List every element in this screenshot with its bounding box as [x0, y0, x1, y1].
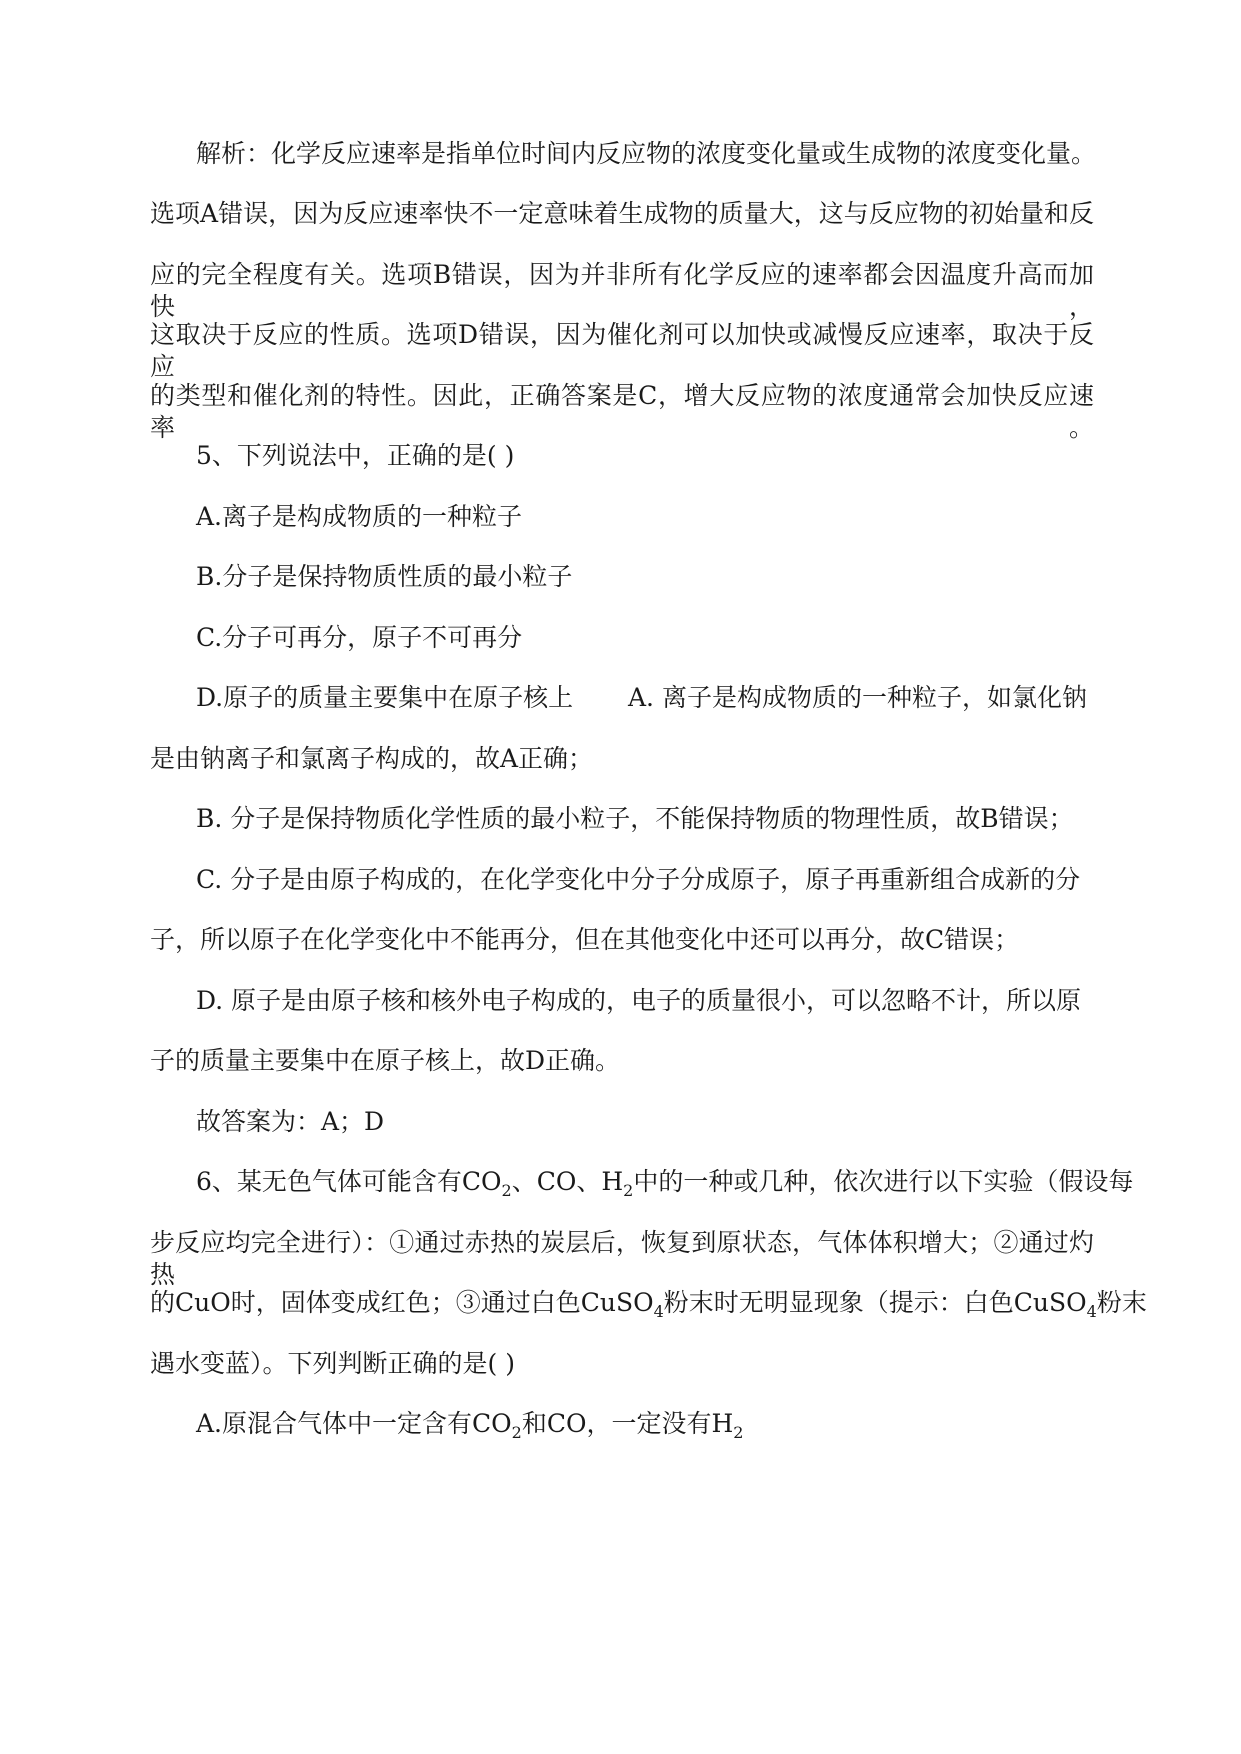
q5-explanation-c-1: C. 分子是由原子构成的，在化学变化中分子分成原子，原子再重新组合成新的分 [196, 865, 1081, 894]
q5-answer: 故答案为：A；D [196, 1107, 385, 1136]
q6-l1-b: 、CO、H [511, 1167, 624, 1196]
q6-l3-sub-1: 4 [653, 1302, 664, 1321]
q6-opt-a-sub-1: 2 [511, 1423, 522, 1442]
q6-stem-line-3 [150, 1287, 1147, 1319]
q6-stem-line-2: 步反应均完全进行）：①通过赤热的炭层后，恢复到原状态，气体体积增大；②通过灼热 [150, 1228, 1094, 1289]
q5-explanation-d-2: 子的质量主要集中在原子核上，故D正确。 [150, 1046, 621, 1075]
analysis-line-4: 这取决于反应的性质。选项D错误，因为催化剂可以加快或减慢反应速率，取决于反应 [150, 320, 1094, 381]
q6-opt-a-sub-2: 2 [733, 1423, 744, 1442]
q6-l1-c: 中的一种或几种，依次进行以下实验（假设每 [633, 1167, 1134, 1196]
q6-l3-c: 粉末 [1096, 1288, 1147, 1317]
q6-l1-sub-1: 2 [501, 1181, 512, 1200]
q5-option-c: C.分子可再分，原子不可再分 [196, 623, 523, 652]
q6-opt-a-a: A.原混合气体中一定含有CO [196, 1409, 512, 1438]
q5-explanation-a: A. 离子是构成物质的一种粒子，如氯化钠 [628, 683, 1087, 712]
q6-l3-b: 粉末时无明显现象（提示：白色CuSO [663, 1288, 1087, 1317]
q5-stem: 5、下列说法中，正确的是( ) [196, 441, 515, 470]
q5-option-d: D.原子的质量主要集中在原子核上 [196, 683, 574, 712]
q6-l1-a: 6、某无色气体可能含有CO [196, 1167, 502, 1196]
q5-option-a: A.离子是构成物质的一种粒子 [196, 502, 523, 531]
q6-l3-a: 的CuO时，固体变成红色；③通过白色CuSO [150, 1288, 654, 1317]
q6-opt-a-b: 和CO，一定没有H [521, 1409, 734, 1438]
analysis-line-5: 的类型和催化剂的特性。因此，正确答案是C，增大反应物的浓度通常会加快反应速率。 [150, 381, 1094, 442]
q6-option-a [196, 1408, 743, 1440]
q5-explanation-d-1: D. 原子是由原子核和核外电子构成的，电子的质量很小，可以忽略不计，所以原 [196, 986, 1082, 1015]
q5-explanation-c-2: 子，所以原子在化学变化中不能再分，但在其他变化中还可以再分，故C错误； [150, 925, 1020, 954]
analysis-line-1: 解析：化学反应速率是指单位时间内反应物的浓度变化量或生成物的浓度变化量。 [196, 139, 1097, 168]
q6-stem-line-4: 遇水变蓝）。下列判断正确的是( ) [150, 1349, 515, 1378]
q6-stem-line-1 [196, 1166, 1133, 1198]
analysis-line-2: 选项A错误，因为反应速率快不一定意味着生成物的质量大，这与反应物的初始量和反 [150, 199, 1094, 228]
q5-option-b: B.分子是保持物质性质的最小粒子 [196, 562, 573, 591]
q5-explanation-a-cont: 是由钠离子和氯离子构成的，故A正确； [150, 744, 594, 773]
q5-explanation-b: B. 分子是保持物质化学性质的最小粒子，不能保持物质的物理性质，故B错误； [196, 804, 1074, 833]
q6-l3-sub-2: 4 [1086, 1302, 1097, 1321]
analysis-line-3: 应的完全程度有关。选项B错误，因为并非所有化学反应的速率都会因温度升高而加快， [150, 260, 1094, 321]
q6-l1-sub-2: 2 [623, 1181, 634, 1200]
